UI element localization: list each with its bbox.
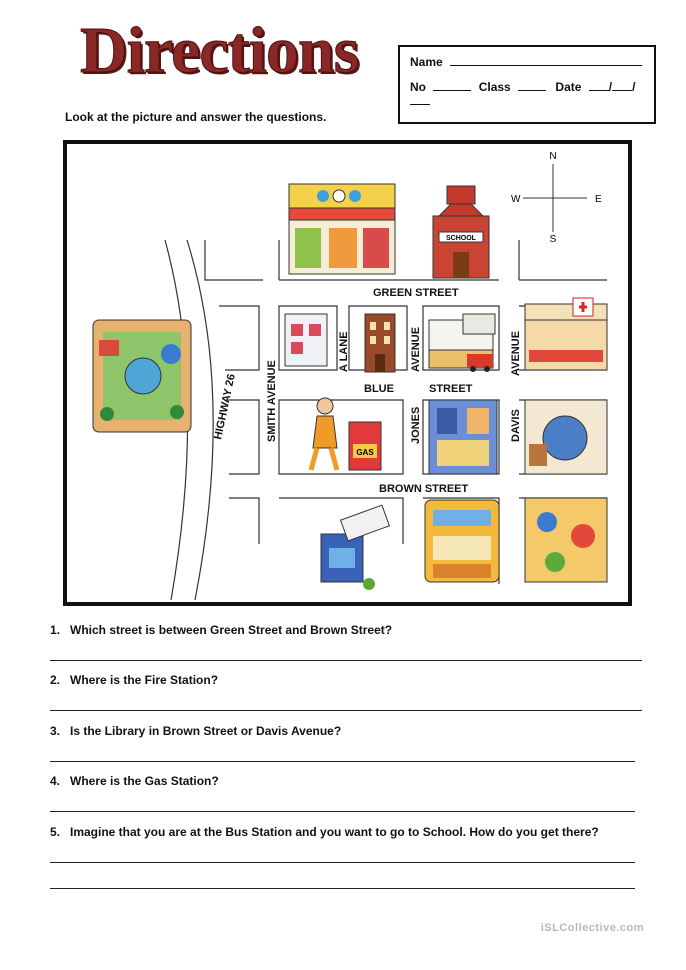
answer-line-3[interactable]	[50, 761, 635, 762]
school-icon	[433, 186, 489, 278]
answer-line-2[interactable]	[50, 710, 642, 711]
gas-station-icon	[311, 398, 381, 470]
instruction-text: Look at the picture and answer the questions.	[65, 110, 327, 124]
answer-line-1[interactable]	[50, 660, 642, 661]
watermark: iSLCollective.com	[540, 922, 644, 934]
restaurant-icon	[525, 400, 607, 474]
fire-station-icon	[429, 314, 495, 372]
question-1: 1. Which street is between Green Street and Brown Street?	[50, 623, 393, 637]
date-separator: /	[608, 80, 613, 94]
block-edge	[205, 240, 263, 280]
class-blank[interactable]	[518, 80, 546, 91]
question-2: 2. Where is the Fire Station?	[50, 673, 219, 687]
green-street-label: GREEN STREET	[373, 287, 459, 299]
block-edge	[279, 400, 403, 474]
hospital-icon	[525, 298, 607, 370]
jones-avenue-label: AVENUE	[410, 326, 422, 372]
answer-line-5b[interactable]	[50, 888, 635, 889]
library-icon	[429, 400, 497, 474]
worksheet-title: Directions	[80, 14, 359, 87]
highway-label: HIGHWAY 26	[212, 372, 238, 441]
block-edge	[229, 498, 259, 544]
davis-avenue-label: AVENUE	[510, 330, 522, 376]
circus-icon	[525, 498, 607, 582]
apartment-icon	[365, 314, 395, 372]
compass-north: N	[549, 151, 557, 162]
supermarket-icon	[289, 184, 395, 274]
school-sign: SCHOOL	[446, 235, 476, 242]
class-label: Class	[478, 80, 511, 94]
post-office-icon	[321, 505, 389, 590]
compass-rose	[511, 151, 602, 245]
map-drawing	[67, 144, 628, 602]
compass-west: W	[511, 194, 521, 205]
compass-south: S	[549, 234, 557, 245]
answer-line-4[interactable]	[50, 811, 635, 812]
question-5: 5. Imagine that you are at the Bus Station and you want to go to School. How do you get there?	[50, 825, 599, 839]
name-label: Name	[410, 55, 443, 69]
jones-label: JONES	[410, 406, 422, 444]
date-separator: /	[632, 80, 636, 94]
block-edge	[219, 306, 259, 370]
question-3: 3. Is the Library in Brown Street or Davis Avenue?	[50, 724, 342, 738]
question-4: 4. Where is the Gas Station?	[50, 774, 219, 788]
date-day-blank[interactable]	[589, 80, 609, 91]
block-edge	[227, 400, 259, 474]
name-blank[interactable]	[450, 55, 642, 66]
blue-street-label-2: STREET	[429, 383, 473, 395]
date-label: Date	[555, 80, 582, 94]
town-map	[63, 140, 632, 606]
date-month-blank[interactable]	[612, 80, 632, 91]
park-icon	[93, 320, 191, 432]
compass-east: E	[595, 194, 602, 205]
answer-line-5a[interactable]	[50, 862, 635, 863]
davis-label: DAVIS	[510, 409, 522, 442]
number-label: No	[410, 80, 426, 94]
a-lane-label: A LANE	[338, 331, 350, 372]
student-info-box	[398, 45, 656, 124]
number-blank[interactable]	[433, 80, 471, 91]
brown-street-label: BROWN STREET	[379, 483, 469, 495]
shop-icon	[285, 314, 327, 366]
date-year-blank[interactable]	[410, 94, 430, 105]
gas-sign: GAS	[356, 448, 374, 457]
toy-store-icon	[425, 500, 499, 582]
smith-avenue-label: SMITH AVENUE	[266, 360, 278, 442]
blue-street-label-1: BLUE	[364, 383, 394, 395]
